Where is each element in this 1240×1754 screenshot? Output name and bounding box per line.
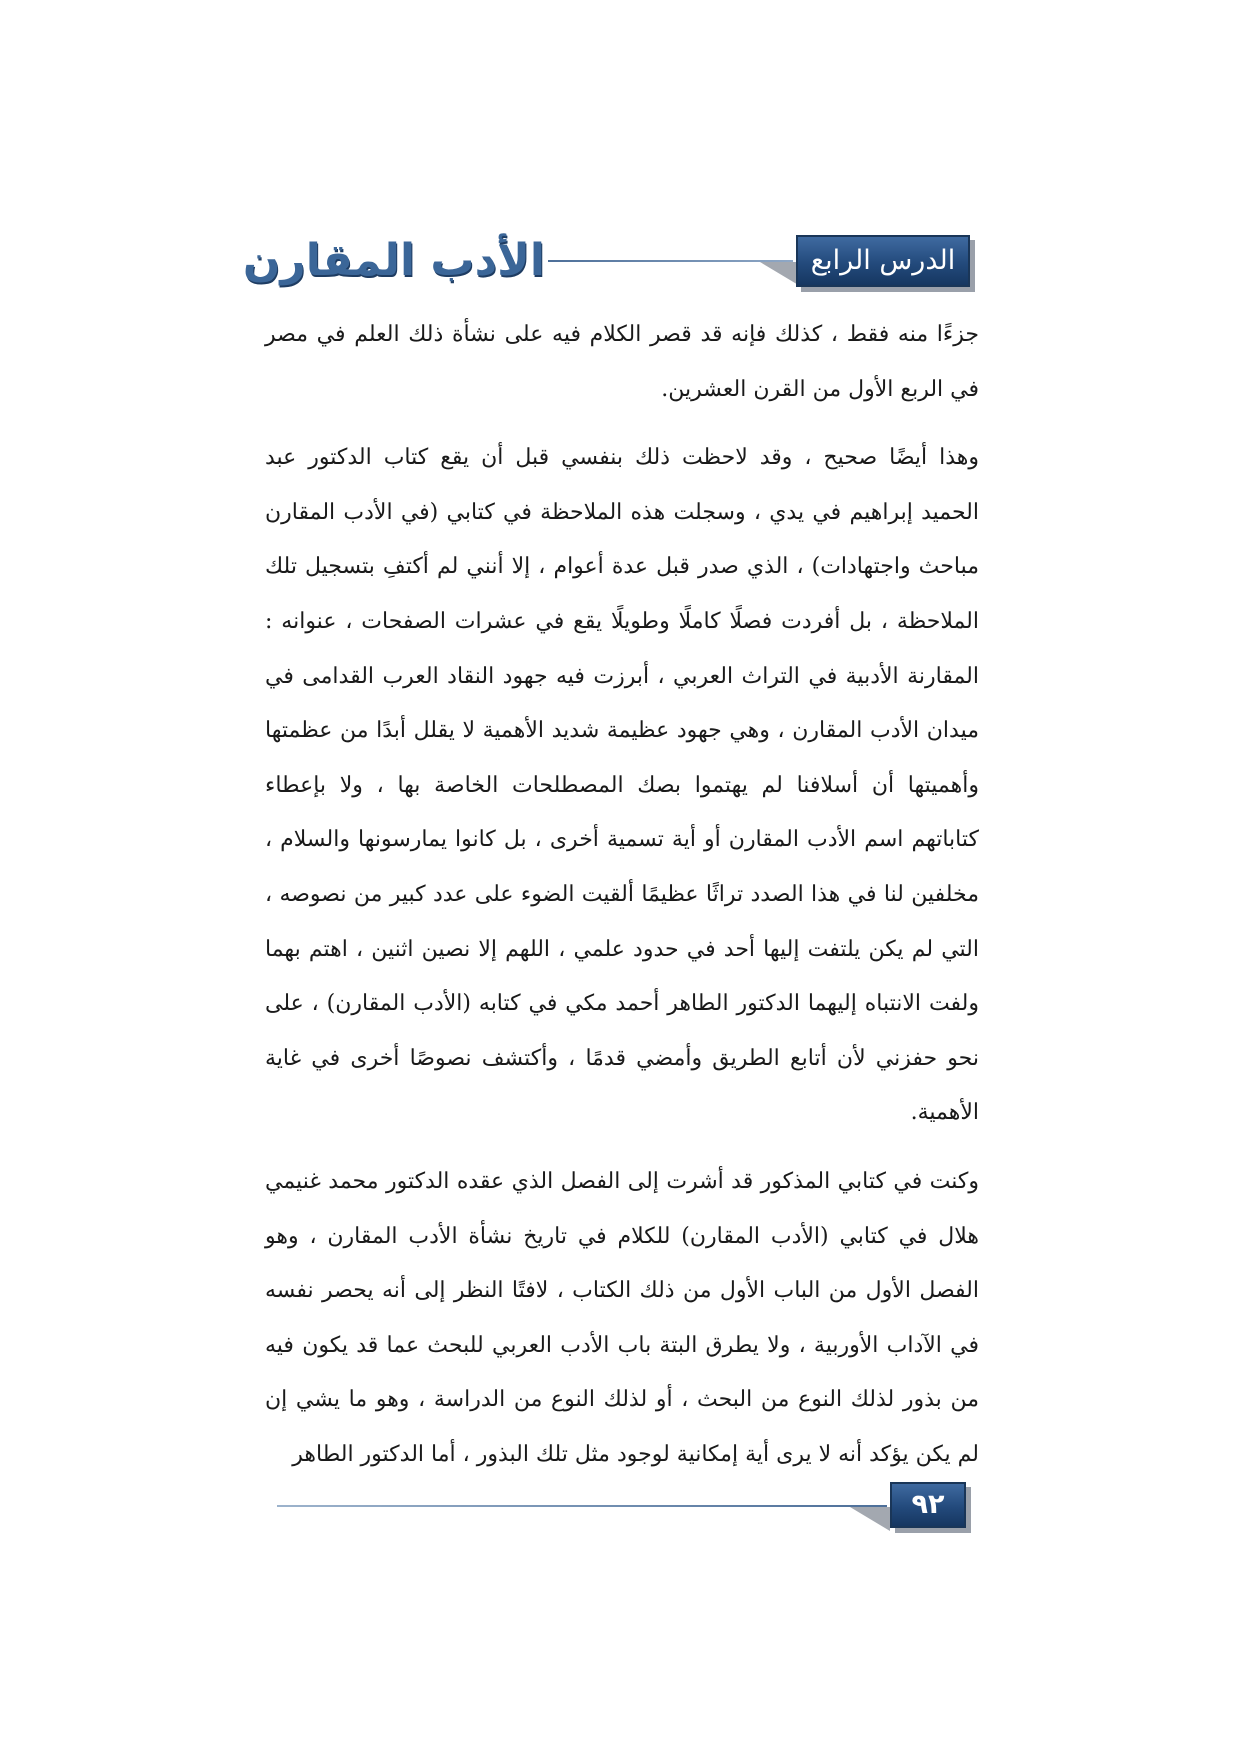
paragraph: وكنت في كتابي المذكور قد أشرت إلى الفصل الذي عقده الدكتور محمد غنيمي هلال في كتابي (الأدب المقارن) للكلام في تاريخ نشأة الأدب المقارن ، وهو الفصل الأول من الباب الأول من ذلك الكتاب ، لافتًا النظر إلى أنه يحصر نفسه في الآداب الأوربية ، ولا يطرق البتة باب الأدب العربي للبحث عما قد يكون فيه من بذور لذلك النوع من البحث ، أو لذلك النوع من الدراسة ، وهو ما يشي إن لم يكن يؤكد أنه لا يرى أية إمكانية لوجود مثل تلك البذور ، أما الدكتور الطاهر — [265, 1168, 979, 1467]
paragraph: وهذا أيضًا صحيح ، وقد لاحظت ذلك بنفسي قبل أن يقع كتاب الدكتور عبد الحميد إبراهيم في يدي ، وسجلت هذه الملاحظة في كتابي (في الأدب المقارن مباحث واجتهادات) ، الذي صدر قبل عدة أعوام ، إلا أنني لم أكتفِ بتسجيل تلك الملاحظة ، بل أفردت فصلًا كاملًا وطويلًا يقع في عشرات الصفحات ، عنوانه : المقارنة الأدبية في التراث العربي ، أبرزت فيه جهود النقاد العرب القدامى في ميدان الأدب المقارن ، وهي جهود عظيمة شديد الأهمية لا يقلل أبدًا من عظمتها وأهميتها أن أسلافنا لم يهتموا بصك المصطلحات الخاصة بها ، ولا بإعطاء كتاباتهم اسم الأدب المقارن أو أية تسمية أخرى ، بل كانوا يمارسونها والسلام ، مخلفين لنا في هذا الصدد تراثًا عظيمًا ألقيت الضوء على عدد كبير من نصوصه ، التي لم يكن يلتفت إليها أحد في حدود علمي ، اللهم إلا نصين اثنين ، اهتم بهما ولفت الانتباه إليهما الدكتور الطاهر أحمد مكي في كتابه (الأدب المقارن) ، على نحو حفزني لأن أتابع الطريق وأمضي قدمًا ، وأكتشف نصوصًا أخرى في غاية الأهمية. — [265, 445, 979, 1126]
body-text — [265, 308, 979, 1496]
page-number: ٩٢ — [890, 1482, 966, 1528]
paragraph: جزءًا منه فقط ، كذلك فإنه قد قصر الكلام فيه على نشأة ذلك العلم في مصر في الربع الأول من القرن العشرين. — [265, 322, 979, 402]
header-rule — [548, 260, 793, 262]
lesson-badge: الدرس الرابع — [796, 235, 970, 287]
chapter-title: الأدب المقارن — [242, 235, 545, 286]
footer-rule — [277, 1505, 887, 1507]
header-rule-shadow — [760, 262, 800, 286]
footer-rule-shadow — [850, 1507, 890, 1531]
